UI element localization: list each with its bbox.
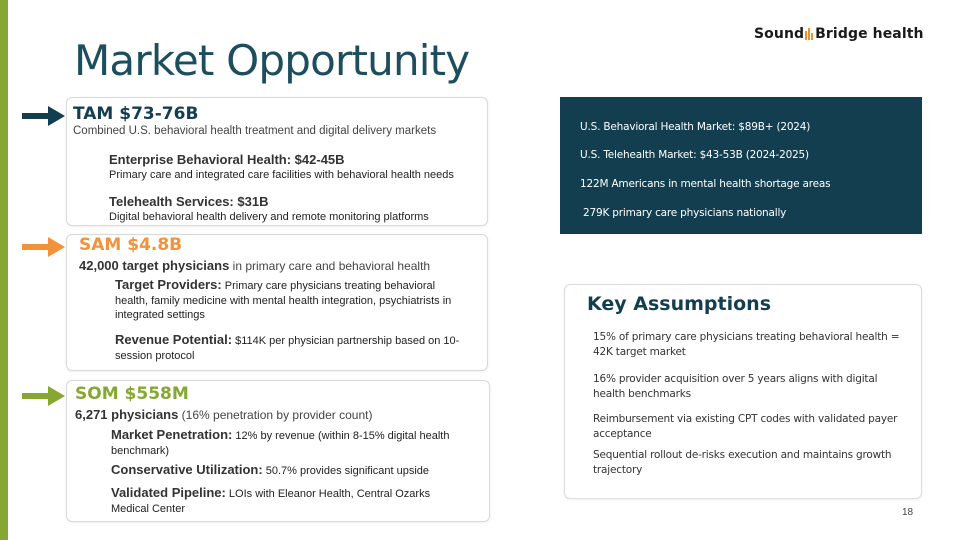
left-accent-bar [0,0,8,540]
som-item-penetration [111,428,459,458]
sam-subtitle [79,258,430,273]
page-number: 18 [902,507,914,518]
som-item-head: Validated Pipeline: [111,485,226,500]
key-assumptions-card [564,284,922,499]
stat-behavioral-health-market: U.S. Behavioral Health Market: $89B+ (2024) [580,121,811,133]
assumption-item: Sequential rollout de-risks execution and maintains growth trajectory [593,449,892,476]
som-subtitle-bold: 6,271 physicians [75,407,179,422]
assumption-item: 15% of primary care physicians treating behavioral health = 42K target market [593,331,900,358]
sound-wave-icon [805,28,814,44]
som-arrow-icon [22,385,66,407]
sam-item-head: Revenue Potential: [115,332,233,347]
tam-card [66,97,488,226]
stat-shortage-areas: 122M Americans in mental health shortage areas [580,178,831,190]
page-title: Market Opportunity [74,36,470,85]
tam-item-telehealth [109,194,489,225]
som-item-head: Market Penetration: [111,427,233,442]
sam-item-text: Primary care physicians treating behavioral health, family medicine with mental health integration, psychiatrists in integrated settings [115,280,452,321]
sam-subtitle-bold: 42,000 target physicians [79,258,230,273]
som-subtitle-rest: (16% penetration by provider count) [178,408,373,422]
tam-heading: TAM $73-76B [73,104,199,124]
som-item-head: Conservative Utilization: [111,462,263,477]
som-item-pipeline [111,486,471,516]
sam-item-head: Target Providers: [115,277,222,292]
som-item-text: 50.7% provides significant upside [262,465,430,477]
som-item-utilization [111,463,471,479]
sam-item-providers [115,278,471,323]
tam-item-text: Primary care and integrated care facilities with behavioral health needs [109,169,454,181]
tam-subtitle: Combined U.S. behavioral health treatment and digital delivery markets [73,125,437,137]
sam-item-text: $114K per physician partnership based on 10-session protocol [115,335,460,362]
sam-item-revenue [115,333,471,363]
som-item-text: LOIs with Eleanor Health, Central Ozarks Medical Center [111,488,431,515]
sam-subtitle-rest: in primary care and behavioral health [229,259,431,273]
assumption-item: Reimbursement via existing CPT codes with validated payer acceptance [593,413,898,440]
tam-item-head: Enterprise Behavioral Health: $42-45B [109,152,345,167]
sam-arrow-icon [22,236,66,258]
market-stats-panel [560,97,922,234]
brand-name-part2: Bridge health [815,26,924,42]
sam-heading: SAM $4.8B [79,235,183,255]
tam-arrow-icon [22,105,66,127]
brand-name-part1: Sound [754,26,805,42]
som-heading: SOM $558M [75,384,189,404]
stat-telehealth-market: U.S. Telehealth Market: $43-53B (2024-2025) [580,149,809,161]
sam-card [66,234,488,371]
assumption-item: 16% provider acquisition over 5 years aligns with digital health benchmarks [593,373,878,400]
tam-item-head: Telehealth Services: $31B [109,194,269,209]
stat-primary-care-physicians: 279K primary care physicians nationally [583,207,787,219]
tam-item-text: Digital behavioral health delivery and remote monitoring platforms [109,211,429,223]
key-assumptions-title: Key Assumptions [587,293,772,315]
som-card [66,380,490,522]
som-subtitle [75,407,372,422]
som-item-text: 12% by revenue (within 8-15% digital health benchmark) [111,430,450,457]
brand-logo [754,26,924,44]
tam-item-enterprise [109,152,489,183]
